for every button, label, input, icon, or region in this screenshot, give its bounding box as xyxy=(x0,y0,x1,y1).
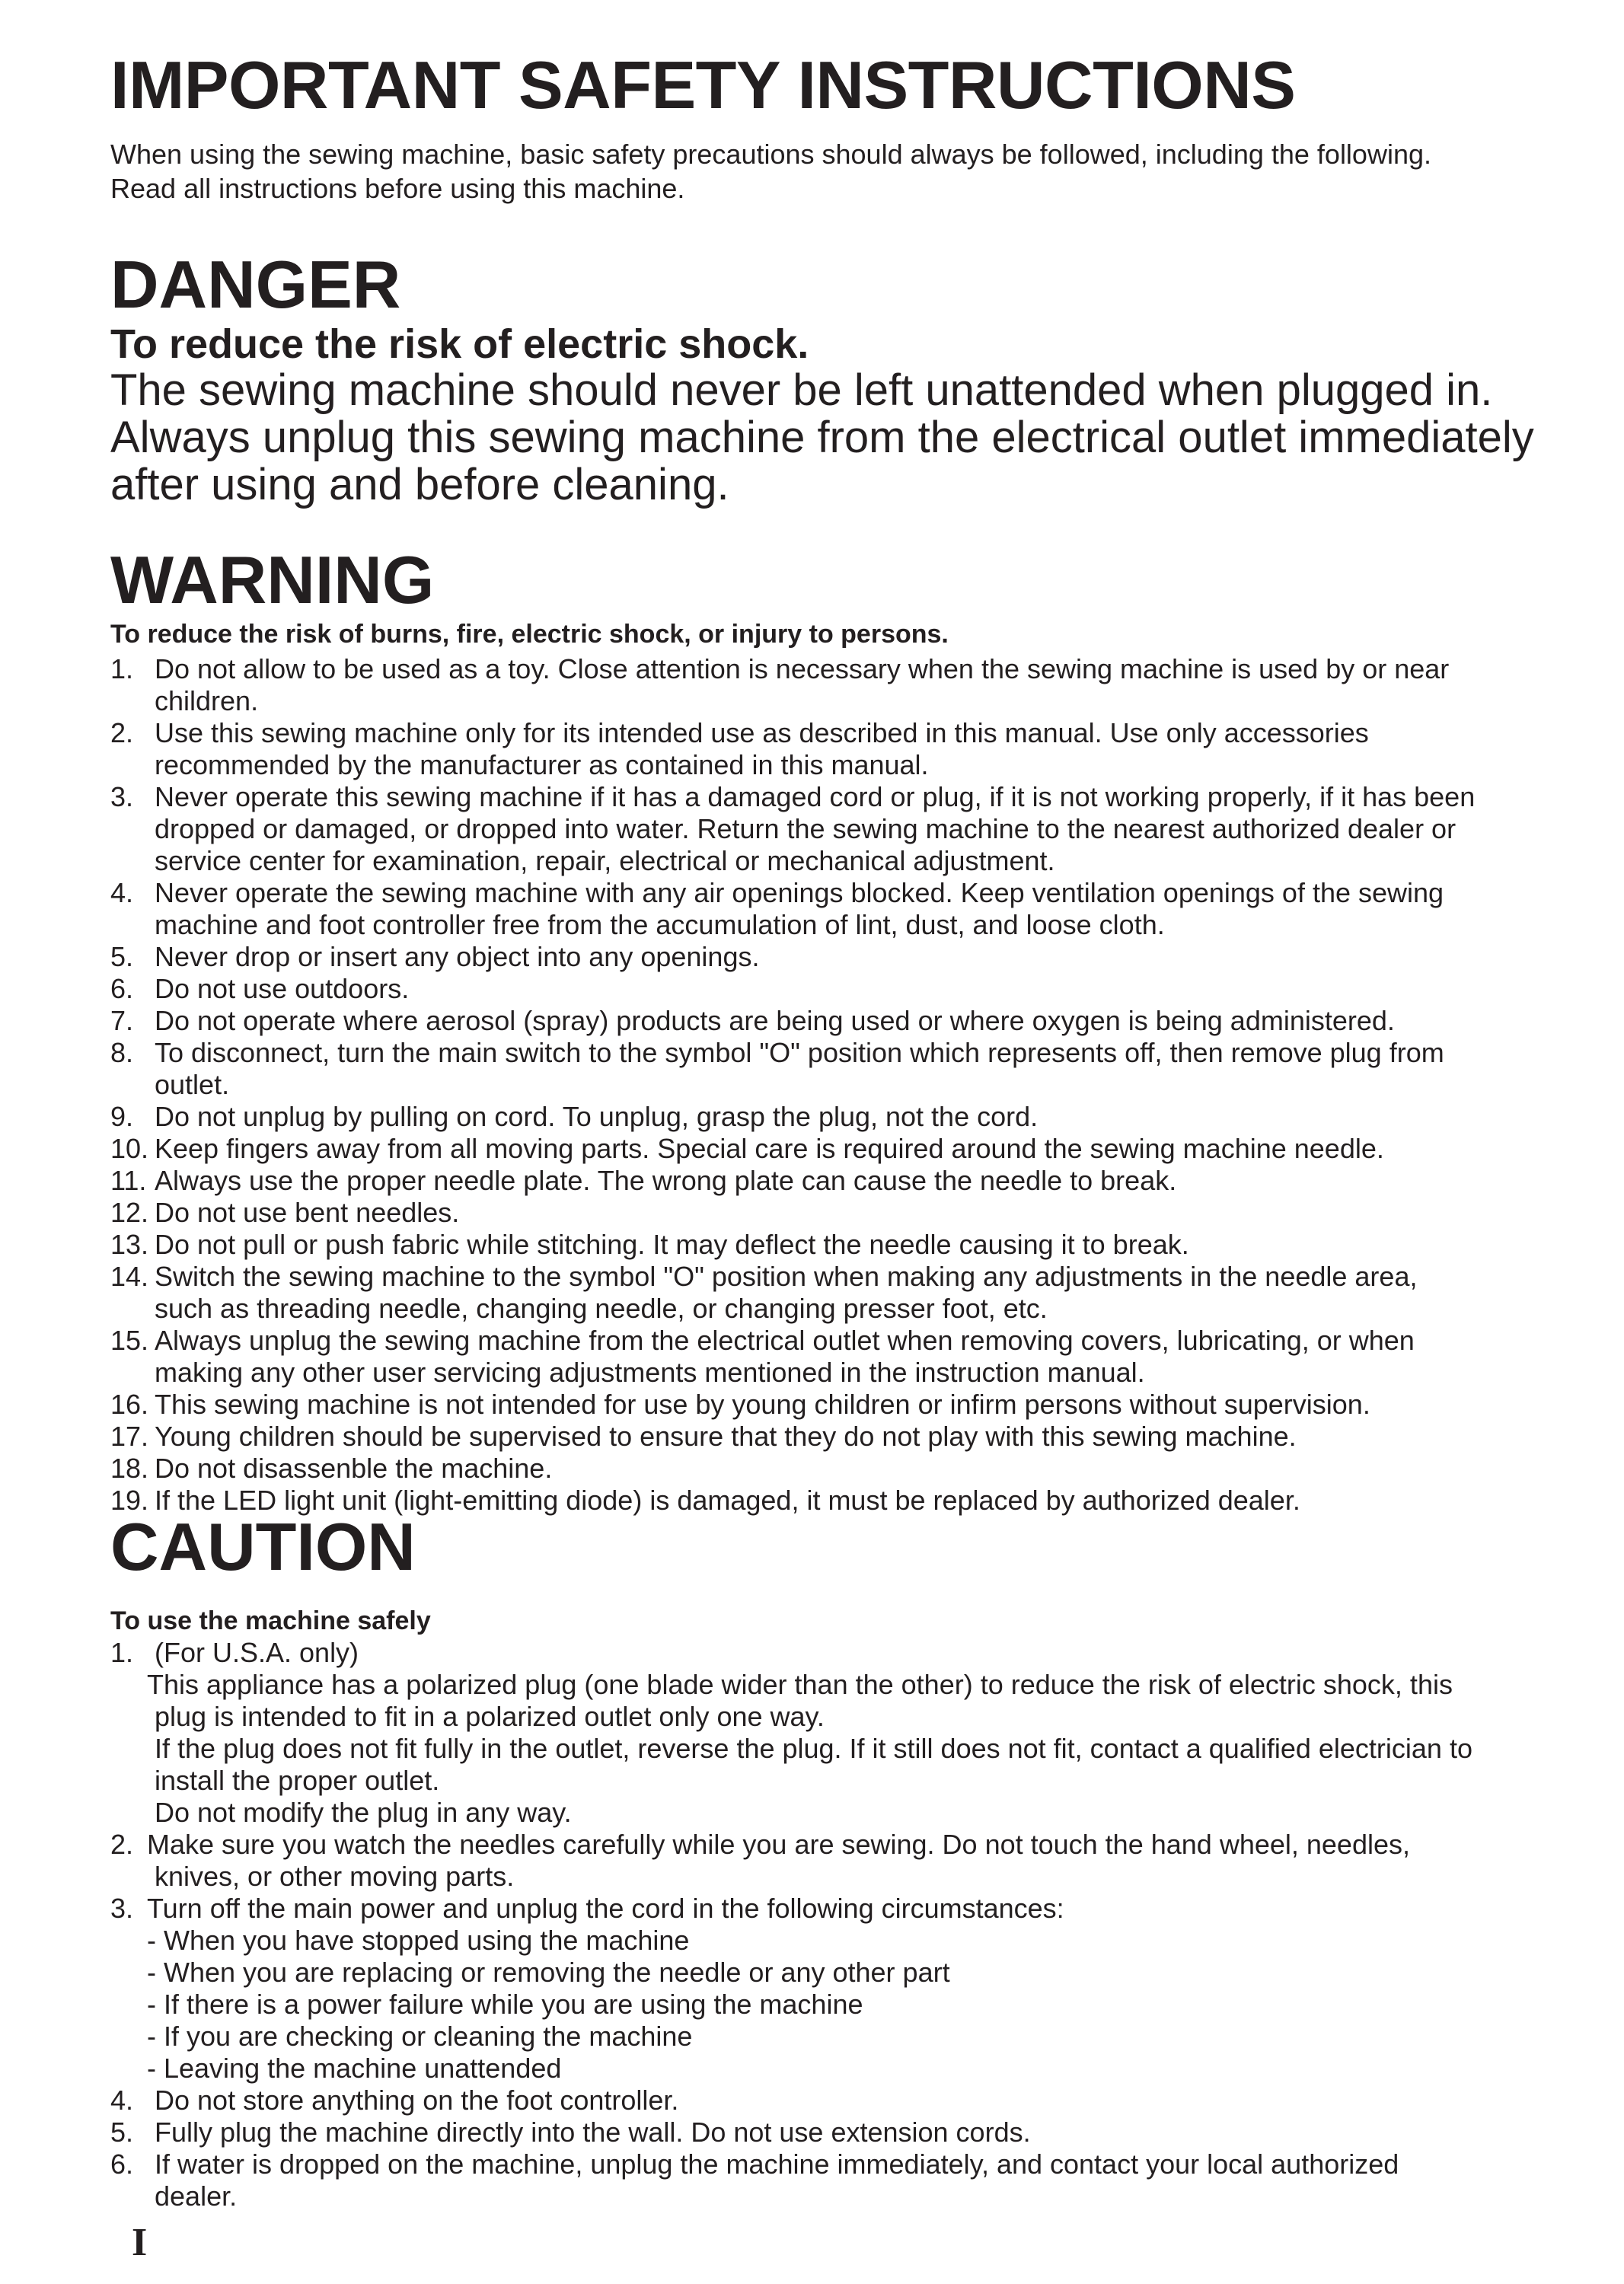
list-item xyxy=(110,973,1542,1005)
list-item xyxy=(110,653,1542,685)
item-text: children. xyxy=(155,685,259,716)
item-text: machine and foot controller free from the accumulation of lint, dust, and loose cloth. xyxy=(155,909,1165,940)
list-item xyxy=(110,717,1542,749)
item-text: Do not pull or push fabric while stitching. It may deflect the needle causing it to break. xyxy=(155,1229,1189,1260)
item-text: If the LED light unit (light-emitting diode) is damaged, it must be replaced by authorized dealer. xyxy=(155,1485,1300,1516)
list-item xyxy=(110,2085,1542,2117)
item-text: (For U.S.A. only) xyxy=(155,1637,359,1668)
caution-subheading: To use the machine safely xyxy=(110,1606,431,1635)
item-text: Do not store anything on the foot controller. xyxy=(155,2085,679,2116)
item-number: 3. xyxy=(110,1893,134,1924)
item-text: outlet. xyxy=(155,1069,230,1100)
bullet-item: - Leaving the machine unattended xyxy=(147,2053,562,2084)
list-item xyxy=(110,1133,1542,1165)
list-item xyxy=(110,1197,1542,1229)
item-text: This appliance has a polarized plug (one blade wider than the other) to reduce the risk of electric shock, this xyxy=(147,1669,1453,1700)
list-item xyxy=(110,1005,1542,1037)
item-text: Do not disassenble the machine. xyxy=(155,1453,553,1484)
bullet-item: - If you are checking or cleaning the machine xyxy=(147,2021,693,2052)
item-number: 15. xyxy=(110,1325,149,1356)
item-text: Turn off the main power and unplug the cord in the following circumstances: xyxy=(147,1893,1064,1924)
item-text: Switch the sewing machine to the symbol "O" position when making any adjustments in the needle area, xyxy=(155,1261,1418,1292)
item-number: 5. xyxy=(110,941,134,972)
danger-line: The sewing machine should never be left unattended when plugged in. xyxy=(110,365,1493,415)
item-text: Use this sewing machine only for its intended use as described in this manual. Use only accessories xyxy=(155,717,1369,748)
item-text: such as threading needle, changing needle, or changing presser foot, etc. xyxy=(155,1293,1048,1324)
bullet-item: - When you have stopped using the machine xyxy=(147,1925,690,1956)
item-text: Do not modify the plug in any way. xyxy=(155,1797,572,1828)
item-text: Never operate the sewing machine with any air openings blocked. Keep ventilation openings of the sewing xyxy=(155,877,1444,908)
list-item-continuation xyxy=(110,1357,1542,1389)
item-text: install the proper outlet. xyxy=(155,1765,440,1796)
list-item-continuation xyxy=(110,845,1542,877)
danger-body xyxy=(110,367,1534,509)
item-number: 3. xyxy=(110,781,134,812)
list-item xyxy=(110,781,1542,813)
item-text: Do not use bent needles. xyxy=(155,1197,460,1228)
danger-subheading: To reduce the risk of electric shock. xyxy=(110,321,809,367)
caution-heading: CAUTION xyxy=(110,1509,416,1584)
item-text: To disconnect, turn the main switch to the symbol "O" position which represents off, then remove plug from xyxy=(155,1037,1444,1068)
list-item xyxy=(110,1165,1542,1197)
item-text: Fully plug the machine directly into the wall. Do not use extension cords. xyxy=(155,2117,1031,2148)
intro-line: When using the sewing machine, basic safety precautions should always be followed, including the following. xyxy=(110,139,1431,170)
item-number: 5. xyxy=(110,2117,134,2148)
warning-subheading: To reduce the risk of burns, fire, electric shock, or injury to persons. xyxy=(110,620,949,649)
item-text: Always unplug the sewing machine from the electrical outlet when removing covers, lubricating, or when xyxy=(155,1325,1415,1356)
item-text: plug is intended to fit in a polarized outlet only one way. xyxy=(155,1701,825,1732)
item-number: 7. xyxy=(110,1005,134,1036)
item-number: 11. xyxy=(110,1165,147,1196)
item-text: Do not operate where aerosol (spray) products are being used or where oxygen is being administered. xyxy=(155,1005,1395,1036)
page-title: IMPORTANT SAFETY INSTRUCTIONS xyxy=(110,47,1296,123)
item-text: Do not unplug by pulling on cord. To unplug, grasp the plug, not the cord. xyxy=(155,1101,1039,1132)
item-number: 1. xyxy=(110,1637,134,1668)
item-number: 17. xyxy=(110,1421,149,1452)
item-text: Never drop or insert any object into any openings. xyxy=(155,941,760,972)
item-text: If the plug does not fit fully in the outlet, reverse the plug. If it still does not fit, contact a qualified electrician to xyxy=(155,1733,1472,1764)
list-item xyxy=(110,1637,1542,1669)
item-text: making any other user servicing adjustments mentioned in the instruction manual. xyxy=(155,1357,1145,1388)
item-text: Do not allow to be used as a toy. Close attention is necessary when the sewing machine is used by or near xyxy=(155,653,1450,684)
list-item xyxy=(110,1829,1542,1861)
item-text: Keep fingers away from all moving parts. Special care is required around the sewing machine needle. xyxy=(155,1133,1384,1164)
list-item-continuation xyxy=(110,685,1542,717)
list-item xyxy=(110,1325,1542,1357)
item-text: service center for examination, repair, electrical or mechanical adjustment. xyxy=(155,845,1055,876)
item-text: Young children should be supervised to ensure that they do not play with this sewing machine. xyxy=(155,1421,1297,1452)
item-number: 1. xyxy=(110,653,134,684)
item-number: 6. xyxy=(110,2148,134,2180)
item-text: dealer. xyxy=(155,2180,238,2212)
warning-list xyxy=(110,653,1542,1517)
bullet-item: - When you are replacing or removing the needle or any other part xyxy=(147,1957,950,1988)
page-number: I xyxy=(132,2221,148,2264)
item-number: 9. xyxy=(110,1101,134,1132)
item-number: 2. xyxy=(110,717,134,748)
list-item-continuation xyxy=(110,749,1542,781)
item-number: 8. xyxy=(110,1037,134,1068)
danger-line: Always unplug this sewing machine from the electrical outlet immediately xyxy=(110,413,1534,462)
list-item-continuation xyxy=(110,1293,1542,1325)
list-item xyxy=(110,1453,1542,1485)
item-number: 13. xyxy=(110,1229,149,1260)
list-item-continuation xyxy=(110,1069,1542,1101)
item-text: dropped or damaged, or dropped into water. Return the sewing machine to the nearest authorized dealer or xyxy=(155,813,1456,844)
list-item xyxy=(110,1229,1542,1261)
item-number: 12. xyxy=(110,1197,149,1228)
item-number: 4. xyxy=(110,877,134,908)
danger-line: after using and before cleaning. xyxy=(110,460,729,509)
list-item xyxy=(110,941,1542,973)
list-item xyxy=(110,1261,1542,1293)
item-text: This sewing machine is not intended for use by young children or infirm persons without supervision. xyxy=(155,1389,1370,1420)
intro-paragraph xyxy=(110,137,1431,206)
list-item-continuation xyxy=(110,813,1542,845)
intro-line: Read all instructions before using this machine. xyxy=(110,173,685,204)
list-item xyxy=(110,1421,1542,1453)
item-number: 4. xyxy=(110,2085,134,2116)
item-number: 2. xyxy=(110,1829,134,1860)
item-text: Always use the proper needle plate. The wrong plate can cause the needle to break. xyxy=(155,1165,1177,1196)
list-item xyxy=(110,877,1542,909)
item-text: Do not use outdoors. xyxy=(155,973,410,1004)
item-number: 10. xyxy=(110,1133,149,1164)
list-item xyxy=(110,1101,1542,1133)
item-text: Never operate this sewing machine if it has a damaged cord or plug, if it is not working properly, if it has been xyxy=(155,781,1476,812)
item-text: knives, or other moving parts. xyxy=(155,1861,515,1892)
warning-heading: WARNING xyxy=(110,542,435,617)
item-number: 16. xyxy=(110,1389,149,1420)
list-item xyxy=(110,2148,1542,2180)
list-item xyxy=(110,1893,1542,1925)
list-item xyxy=(110,1037,1542,1069)
item-text: recommended by the manufacturer as contained in this manual. xyxy=(155,749,929,780)
list-item-continuation xyxy=(110,909,1542,941)
item-number: 18. xyxy=(110,1453,149,1484)
caution-list xyxy=(110,1637,1542,2212)
list-item xyxy=(110,1389,1542,1421)
item-number: 6. xyxy=(110,973,134,1004)
item-text: Make sure you watch the needles carefully while you are sewing. Do not touch the hand wheel, needles, xyxy=(147,1829,1410,1860)
item-number: 19. xyxy=(110,1485,149,1516)
item-number: 14. xyxy=(110,1261,149,1292)
list-item xyxy=(110,2117,1542,2148)
danger-heading: DANGER xyxy=(110,247,401,322)
item-text: If water is dropped on the machine, unplug the machine immediately, and contact your local authorized xyxy=(155,2148,1399,2180)
bullet-item: - If there is a power failure while you are using the machine xyxy=(147,1989,863,2020)
